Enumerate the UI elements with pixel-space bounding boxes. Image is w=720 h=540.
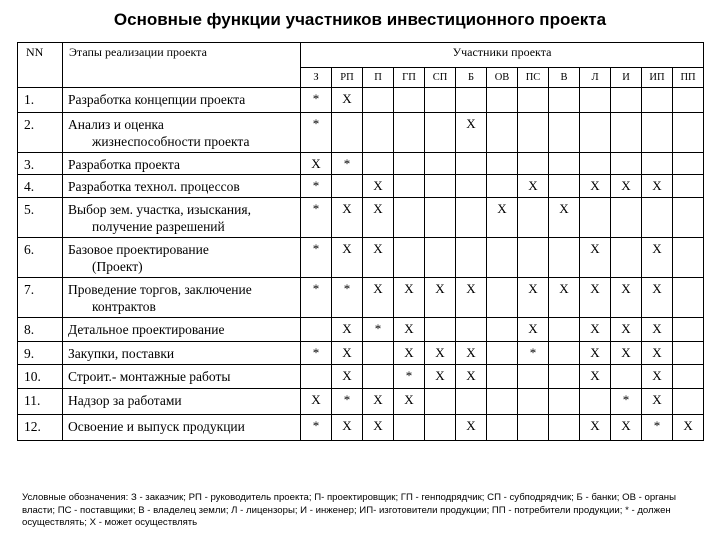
role-mark [518,88,549,113]
role-mark: * [301,238,332,278]
participant-code: Л [580,68,611,88]
role-mark [611,198,642,238]
role-mark [642,198,673,238]
role-mark [487,365,518,389]
role-mark: Х [611,342,642,365]
role-mark [425,88,456,113]
role-mark [425,318,456,342]
table-row [18,415,704,441]
row-number: 4. [18,175,63,198]
role-mark: Х [301,389,332,415]
stage-label: Выбор зем. участка, изыскания, [68,202,251,217]
row-number: 12. [18,415,63,441]
role-mark: Х [332,415,363,441]
role-mark [487,415,518,441]
role-mark [549,238,580,278]
stage-cell [63,278,301,318]
stage-cell [63,198,301,238]
role-mark: Х [363,415,394,441]
role-mark [580,198,611,238]
role-mark: Х [642,238,673,278]
role-mark: Х [642,278,673,318]
stage-label: Разработка концепции проекта [68,92,246,107]
role-mark: Х [580,342,611,365]
row-number: 5. [18,198,63,238]
role-mark [518,198,549,238]
role-mark: Х [580,365,611,389]
role-mark [487,238,518,278]
role-mark [549,88,580,113]
row-number: 11. [18,389,63,415]
role-mark [611,113,642,153]
page-title: Основные функции участников инвестиционного проекта [113,10,607,29]
role-mark: Х [580,238,611,278]
table-row [18,175,704,198]
role-mark: * [611,389,642,415]
role-mark: Х [642,175,673,198]
role-mark [394,88,425,113]
role-mark [394,198,425,238]
stage-label: Освоение и выпуск продукции [68,419,245,434]
role-mark: * [301,113,332,153]
row-number: 9. [18,342,63,365]
role-mark: Х [580,175,611,198]
role-mark: Х [363,278,394,318]
role-mark [487,113,518,153]
role-mark [456,389,487,415]
role-mark [425,389,456,415]
role-mark: Х [301,153,332,175]
header-participants: Участники проекта [301,43,704,68]
role-mark: * [332,278,363,318]
role-mark [611,238,642,278]
role-mark [425,113,456,153]
role-mark [611,88,642,113]
role-mark: Х [642,389,673,415]
role-mark: * [332,389,363,415]
role-mark [487,88,518,113]
role-mark [642,113,673,153]
role-mark [549,318,580,342]
stage-label: жизнеспособности проекта [92,134,250,149]
participant-code: И [611,68,642,88]
role-mark [487,175,518,198]
stage-label: Надзор за работами [68,393,182,408]
role-mark: Х [611,415,642,441]
row-number: 6. [18,238,63,278]
role-mark: * [301,175,332,198]
stage-cell [63,389,301,415]
role-mark [518,238,549,278]
table-row [18,389,704,415]
participant-code: ПП [673,68,704,88]
stage-label: Детальное проектирование [68,322,225,337]
row-number: 7. [18,278,63,318]
role-mark [673,175,704,198]
role-mark: Х [425,278,456,318]
stage-label: Проведение торгов, заключение [68,282,252,297]
legend-footnote: Условные обозначения: З - заказчик; РП - руководитель проекта; П- проектировщик; ГП - генподрядчик; СП - субподрядчик; Б - банки; ОВ - органы власти; ПС - поставщики; В - владелец земли; Л - лицензоры; И - инженер; ИП- изготовители продукции; ПП - потребители продукции; * - должен осуществлять; Х - может осуществлять [22,492,677,528]
stage-cell [63,153,301,175]
row-number: 1. [18,88,63,113]
role-mark: * [642,415,673,441]
role-mark [518,153,549,175]
stage-cell [63,88,301,113]
table-row [18,342,704,365]
participant-code: СП [425,68,456,88]
stage-cell [63,365,301,389]
role-mark: Х [363,389,394,415]
role-mark: Х [580,318,611,342]
role-mark [518,113,549,153]
role-mark [394,153,425,175]
role-mark: Х [332,318,363,342]
role-mark [456,238,487,278]
role-mark [363,113,394,153]
role-mark: Х [363,198,394,238]
role-mark: * [301,278,332,318]
header-stages: Этапы реализации проекта [63,43,301,88]
role-mark: Х [487,198,518,238]
stage-label: контрактов [92,299,156,314]
role-mark: Х [332,198,363,238]
role-mark: * [332,153,363,175]
role-mark [549,113,580,153]
role-mark: Х [549,278,580,318]
table-row [18,88,704,113]
participant-code: П [363,68,394,88]
role-mark [518,389,549,415]
role-mark: Х [394,318,425,342]
role-mark [549,365,580,389]
participant-code: ОВ [487,68,518,88]
stage-cell [63,415,301,441]
role-mark [425,238,456,278]
role-mark [642,88,673,113]
role-mark [394,113,425,153]
role-mark [456,175,487,198]
role-mark [580,113,611,153]
role-mark [363,153,394,175]
table-row [18,113,704,153]
role-mark [580,389,611,415]
role-mark [518,415,549,441]
participant-code: Б [456,68,487,88]
role-mark [394,175,425,198]
participant-code: ИП [642,68,673,88]
role-mark [487,389,518,415]
role-mark [673,365,704,389]
role-mark [673,278,704,318]
role-mark [363,342,394,365]
role-mark: Х [332,342,363,365]
role-mark [456,88,487,113]
role-mark: Х [580,278,611,318]
role-mark [673,342,704,365]
role-mark [487,342,518,365]
role-mark [518,365,549,389]
stage-label: Анализ и оценка [68,117,164,132]
role-mark: Х [518,175,549,198]
role-mark [425,153,456,175]
role-mark [487,318,518,342]
role-mark [456,198,487,238]
role-mark [394,415,425,441]
role-mark: * [518,342,549,365]
header-nn: NN [18,43,63,88]
table-row [18,198,704,238]
role-mark: Х [363,175,394,198]
role-mark [549,389,580,415]
table-row [18,238,704,278]
role-mark [673,198,704,238]
role-mark: Х [332,88,363,113]
role-mark: Х [456,278,487,318]
role-mark [580,88,611,113]
stage-label: Строит.- монтажные работы [68,369,231,384]
role-mark [673,113,704,153]
role-mark [456,153,487,175]
participant-code: З [301,68,332,88]
role-mark: Х [611,278,642,318]
role-mark: * [301,342,332,365]
stage-cell [63,175,301,198]
stage-label: получение разрешений [92,219,225,234]
stage-cell [63,238,301,278]
stage-label: Закупки, поставки [68,346,175,361]
role-mark [301,318,332,342]
stage-cell [63,113,301,153]
role-mark [673,318,704,342]
role-mark [425,198,456,238]
table-row [18,278,704,318]
role-mark: Х [363,238,394,278]
role-mark: Х [394,278,425,318]
stage-label: Разработка проекта [68,157,180,172]
role-mark: Х [611,318,642,342]
stage-label: (Проект) [92,259,143,274]
role-mark [611,153,642,175]
role-mark: * [394,365,425,389]
role-mark: Х [642,342,673,365]
role-mark: Х [673,415,704,441]
role-mark [425,175,456,198]
table-body [18,88,704,441]
role-mark [673,389,704,415]
role-mark: * [301,88,332,113]
table-row [18,365,704,389]
role-mark [580,153,611,175]
row-number: 3. [18,153,63,175]
role-mark [363,365,394,389]
role-mark [425,415,456,441]
role-mark: Х [425,342,456,365]
role-mark [332,113,363,153]
role-mark: Х [549,198,580,238]
role-mark [673,238,704,278]
role-mark: Х [518,278,549,318]
role-mark [673,153,704,175]
role-mark: Х [642,318,673,342]
stage-label: Базовое проектирование [68,242,209,257]
stage-cell [63,342,301,365]
row-number: 8. [18,318,63,342]
stage-label: Разработка технол. процессов [68,179,240,194]
role-mark: Х [425,365,456,389]
participant-code: РП [332,68,363,88]
role-mark [549,153,580,175]
participant-code: В [549,68,580,88]
role-mark [301,365,332,389]
row-number: 10. [18,365,63,389]
role-mark: * [363,318,394,342]
role-mark: Х [642,365,673,389]
row-number: 2. [18,113,63,153]
stage-cell [63,318,301,342]
role-mark: Х [394,389,425,415]
role-mark: Х [518,318,549,342]
role-mark [332,175,363,198]
role-mark [487,153,518,175]
role-mark [549,342,580,365]
role-mark: Х [332,365,363,389]
role-mark [673,88,704,113]
table-row [18,153,704,175]
table-row [18,318,704,342]
role-mark: * [301,415,332,441]
role-mark: Х [456,342,487,365]
participant-code: ГП [394,68,425,88]
role-mark [363,88,394,113]
role-mark: Х [580,415,611,441]
role-mark: Х [394,342,425,365]
role-mark [611,365,642,389]
role-mark: Х [456,415,487,441]
role-mark [487,278,518,318]
role-mark: Х [611,175,642,198]
role-mark [456,318,487,342]
participants-functions-table [17,42,704,441]
role-mark [549,175,580,198]
participant-code: ПС [518,68,549,88]
role-mark: Х [332,238,363,278]
role-mark [642,153,673,175]
role-mark: Х [456,113,487,153]
role-mark: Х [456,365,487,389]
role-mark [549,415,580,441]
role-mark: * [301,198,332,238]
role-mark [394,238,425,278]
